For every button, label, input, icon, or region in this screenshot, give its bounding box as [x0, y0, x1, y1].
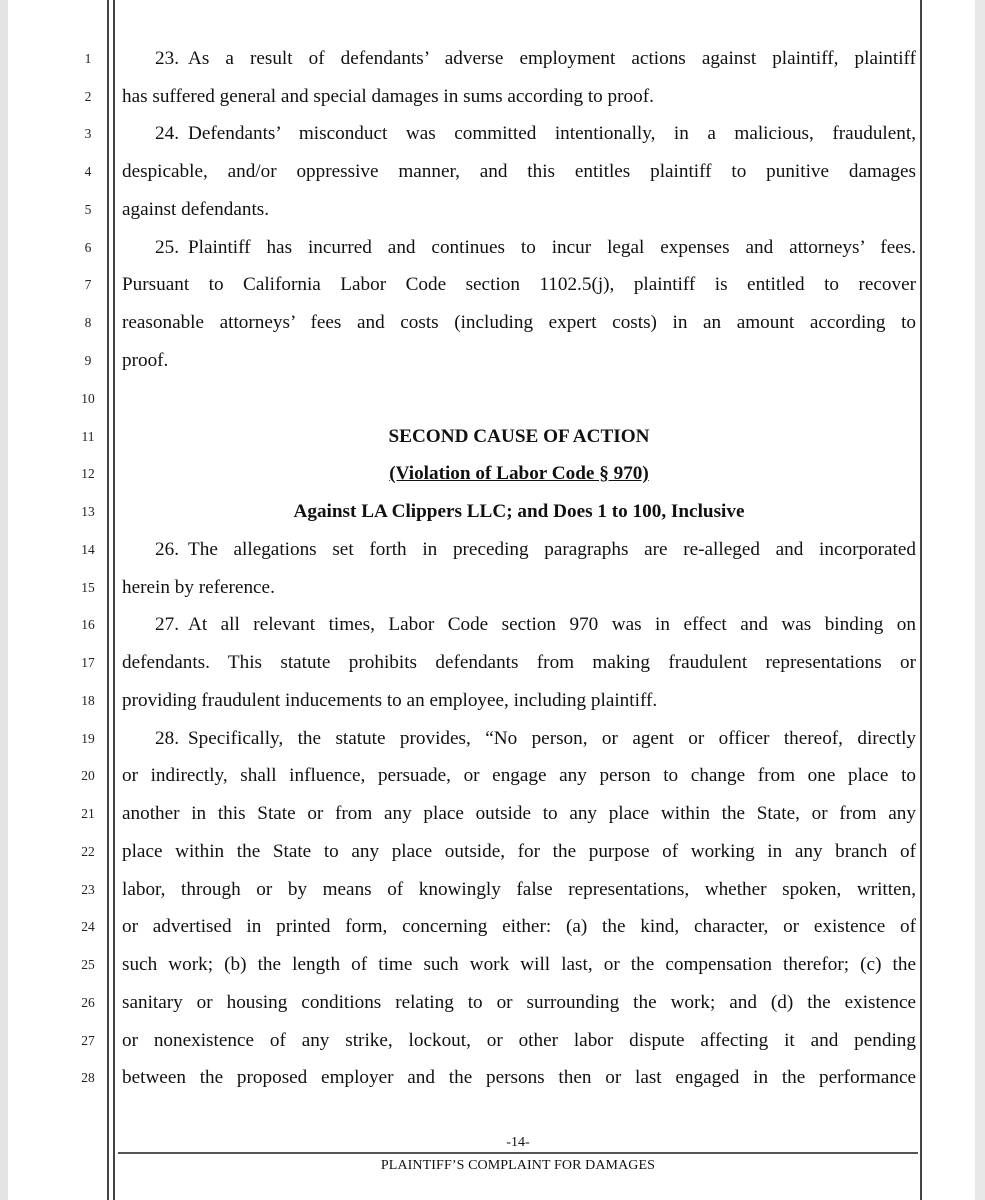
- text-line: or advertised in printed form, concerning either: (a) the kind, character, or existence of: [122, 916, 916, 937]
- text-line: or indirectly, shall influence, persuade, or engage any person to change from one place to: [122, 765, 916, 786]
- text-line: 26. The allegations set forth in preceding paragraphs are re-alleged and incorporated: [155, 539, 916, 560]
- paragraph-number: 28.: [155, 728, 179, 749]
- line-number: 28: [81, 1070, 95, 1085]
- line-number: 14: [81, 542, 95, 557]
- line-number: 27: [81, 1033, 95, 1048]
- line-number: 15: [81, 580, 95, 595]
- paragraph-number: 25.: [155, 237, 179, 258]
- paragraph-number: 27.: [155, 614, 179, 635]
- line-number: 11: [81, 429, 95, 444]
- text-line: against defendants.: [122, 199, 270, 220]
- footer-rule: [118, 1152, 918, 1154]
- line-number: 6: [84, 240, 92, 255]
- line-number: 7: [84, 277, 92, 292]
- line-number: 19: [81, 731, 95, 746]
- text-line: has suffered general and special damages in sums according to proof.: [122, 86, 654, 107]
- text-line: 27. At all relevant times, Labor Code section 970 was in effect and was binding on: [155, 614, 916, 635]
- text-line: place within the State to any place outside, for the purpose of working in any branch of: [122, 841, 916, 862]
- line-number: 23: [81, 882, 95, 897]
- line-number: 5: [84, 202, 92, 217]
- text-line: labor, through or by means of knowingly false representations, whether spoken, written,: [122, 879, 916, 900]
- line-number: 20: [81, 768, 95, 783]
- paragraph-number: 26.: [155, 539, 179, 560]
- line-number: 24: [81, 919, 95, 934]
- cause-of-action-heading: SECOND CAUSE OF ACTION: [388, 426, 650, 447]
- text-line: 24. Defendants’ misconduct was committed intentionally, in a malicious, fraudulent,: [155, 123, 916, 144]
- line-number: 22: [81, 844, 95, 859]
- right-margin-rule: [920, 0, 922, 1200]
- line-number: 12: [81, 466, 95, 481]
- text-line: providing fraudulent inducements to an employee, including plaintiff.: [122, 690, 658, 711]
- text-line: despicable, and/or oppressive manner, and this entitles plaintiff to punitive damages: [122, 161, 916, 182]
- text-line: between the proposed employer and the persons then or last engaged in the performance: [122, 1067, 916, 1088]
- page-number: -14-: [506, 1135, 530, 1150]
- text-line: such work; (b) the length of time such work will last, or the compensation therefor; (c) the: [122, 954, 916, 975]
- viewer-left-edge: [0, 0, 8, 1200]
- line-number: 3: [84, 126, 92, 141]
- line-number: 2: [84, 89, 92, 104]
- line-number: 1: [84, 51, 92, 66]
- line-number: 17: [81, 655, 95, 670]
- left-margin-rule-outer: [107, 0, 109, 1200]
- line-number: 21: [81, 806, 95, 821]
- line-number: 4: [84, 164, 92, 179]
- footer-document-title: PLAINTIFF’S COMPLAINT FOR DAMAGES: [380, 1158, 656, 1173]
- text-line: Pursuant to California Labor Code section 1102.5(j), plaintiff is entitled to recover: [122, 274, 916, 295]
- line-number: 13: [81, 504, 95, 519]
- line-number: 8: [84, 315, 92, 330]
- left-margin-rule-inner: [113, 0, 115, 1200]
- line-number: 9: [84, 353, 92, 368]
- text-line: 23. As a result of defendants’ adverse employment actions against plaintiff, plaintiff: [155, 48, 916, 69]
- text-line: proof.: [122, 350, 169, 371]
- viewer-right-edge: [975, 0, 985, 1200]
- text-line: reasonable attorneys’ fees and costs (including expert costs) in an amount according to: [122, 312, 916, 333]
- against-parties-heading: Against LA Clippers LLC; and Does 1 to 100, Inclusive: [293, 501, 745, 522]
- violation-subheading: (Violation of Labor Code § 970): [389, 463, 649, 484]
- line-number: 25: [81, 957, 95, 972]
- paragraph-number: 23.: [155, 48, 179, 69]
- line-number: 26: [81, 995, 95, 1010]
- text-line: another in this State or from any place outside to any place within the State, or from any: [122, 803, 916, 824]
- text-line: or nonexistence of any strike, lockout, or other labor dispute affecting it and pending: [122, 1030, 916, 1051]
- line-number: 18: [81, 693, 95, 708]
- line-number: 16: [81, 617, 95, 632]
- text-line: defendants. This statute prohibits defendants from making fraudulent representations or: [122, 652, 916, 673]
- text-line: herein by reference.: [122, 577, 275, 598]
- paragraph-number: 24.: [155, 123, 179, 144]
- text-line: 28. Specifically, the statute provides, “No person, or agent or officer thereof, directly: [155, 728, 916, 749]
- line-number: 10: [81, 391, 95, 406]
- text-line: 25. Plaintiff has incurred and continues to incur legal expenses and attorneys’ fees.: [155, 237, 916, 258]
- text-line: sanitary or housing conditions relating to or surrounding the work; and (d) the existence: [122, 992, 916, 1013]
